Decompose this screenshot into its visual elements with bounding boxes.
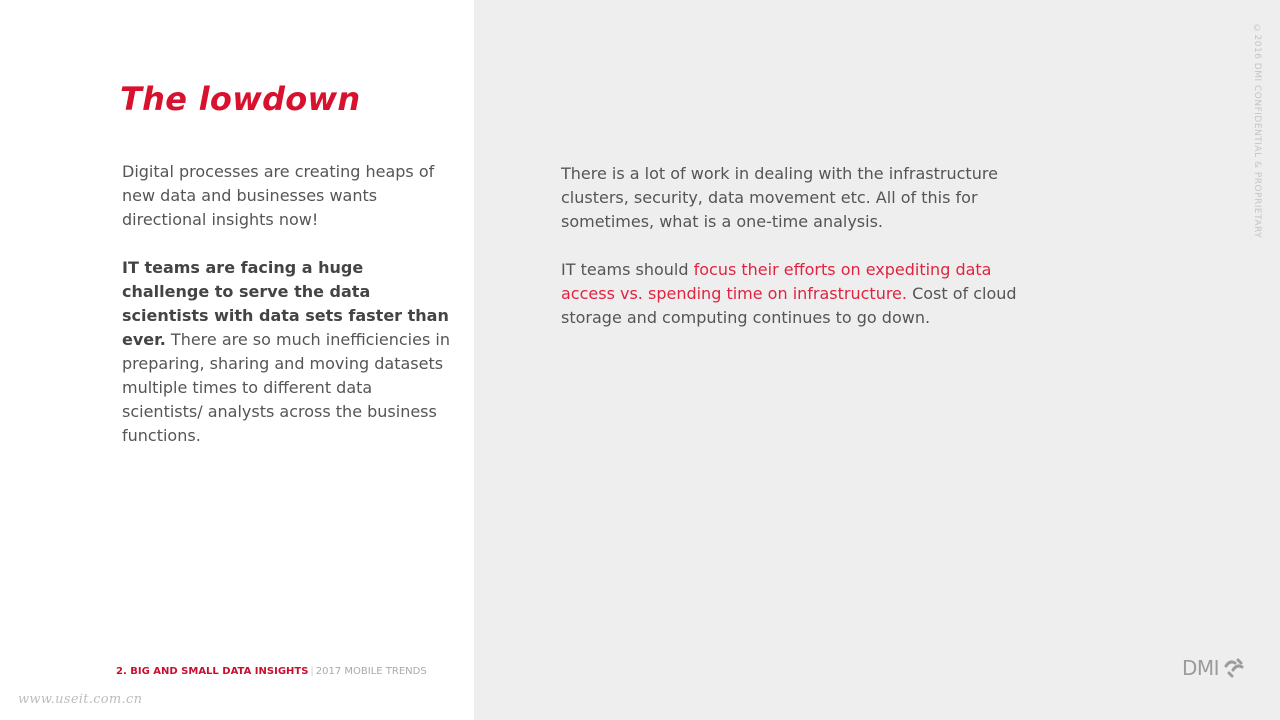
left-paragraph-1: Digital processes are creating heaps of new data and businesses wants directional insights now! [122,162,435,229]
left-paragraph-2-rest: There are so much inefficiencies in preparing, sharing and moving datasets multiple times to different data scientists/ analysts across the business functions. [122,330,450,445]
right-paragraph-2-start: IT teams should [561,260,689,279]
right-paragraph-1: There is a lot of work in dealing with the infrastructure clusters, security, data movement etc. All of this for sometimes, what is a one-time analysis. [561,164,998,231]
footer-deck: 2017 MOBILE TRENDS [315,666,427,677]
slide-title: The lowdown [120,80,361,118]
right-paragraph-2-end: Cost of cloud storage and computing continues to go down. [561,284,1017,327]
left-paragraph-2-bold: IT teams are facing a huge challenge to serve the data scientists with data sets faster than ever. [122,258,449,349]
logo-text: DMI [1182,656,1220,680]
footer-section: 2. BIG AND SMALL DATA INSIGHTS [116,666,309,677]
right-panel [474,0,1280,720]
watermark: www.useit.com.cn [18,692,143,707]
right-paragraph-2-highlight: focus their efforts on expediting data access vs. spending time on infrastructure. [561,260,992,303]
left-paragraph-2 [122,256,452,448]
footer [116,666,427,677]
confidential-note: ©2016 DMI CONFIDENTIAL & PROPRIETARY [1252,24,1262,239]
dmi-logo-mark-icon [1223,657,1245,679]
right-paragraph-2 [561,258,1031,330]
footer-separator: | [310,666,314,677]
dmi-logo [1182,656,1245,680]
